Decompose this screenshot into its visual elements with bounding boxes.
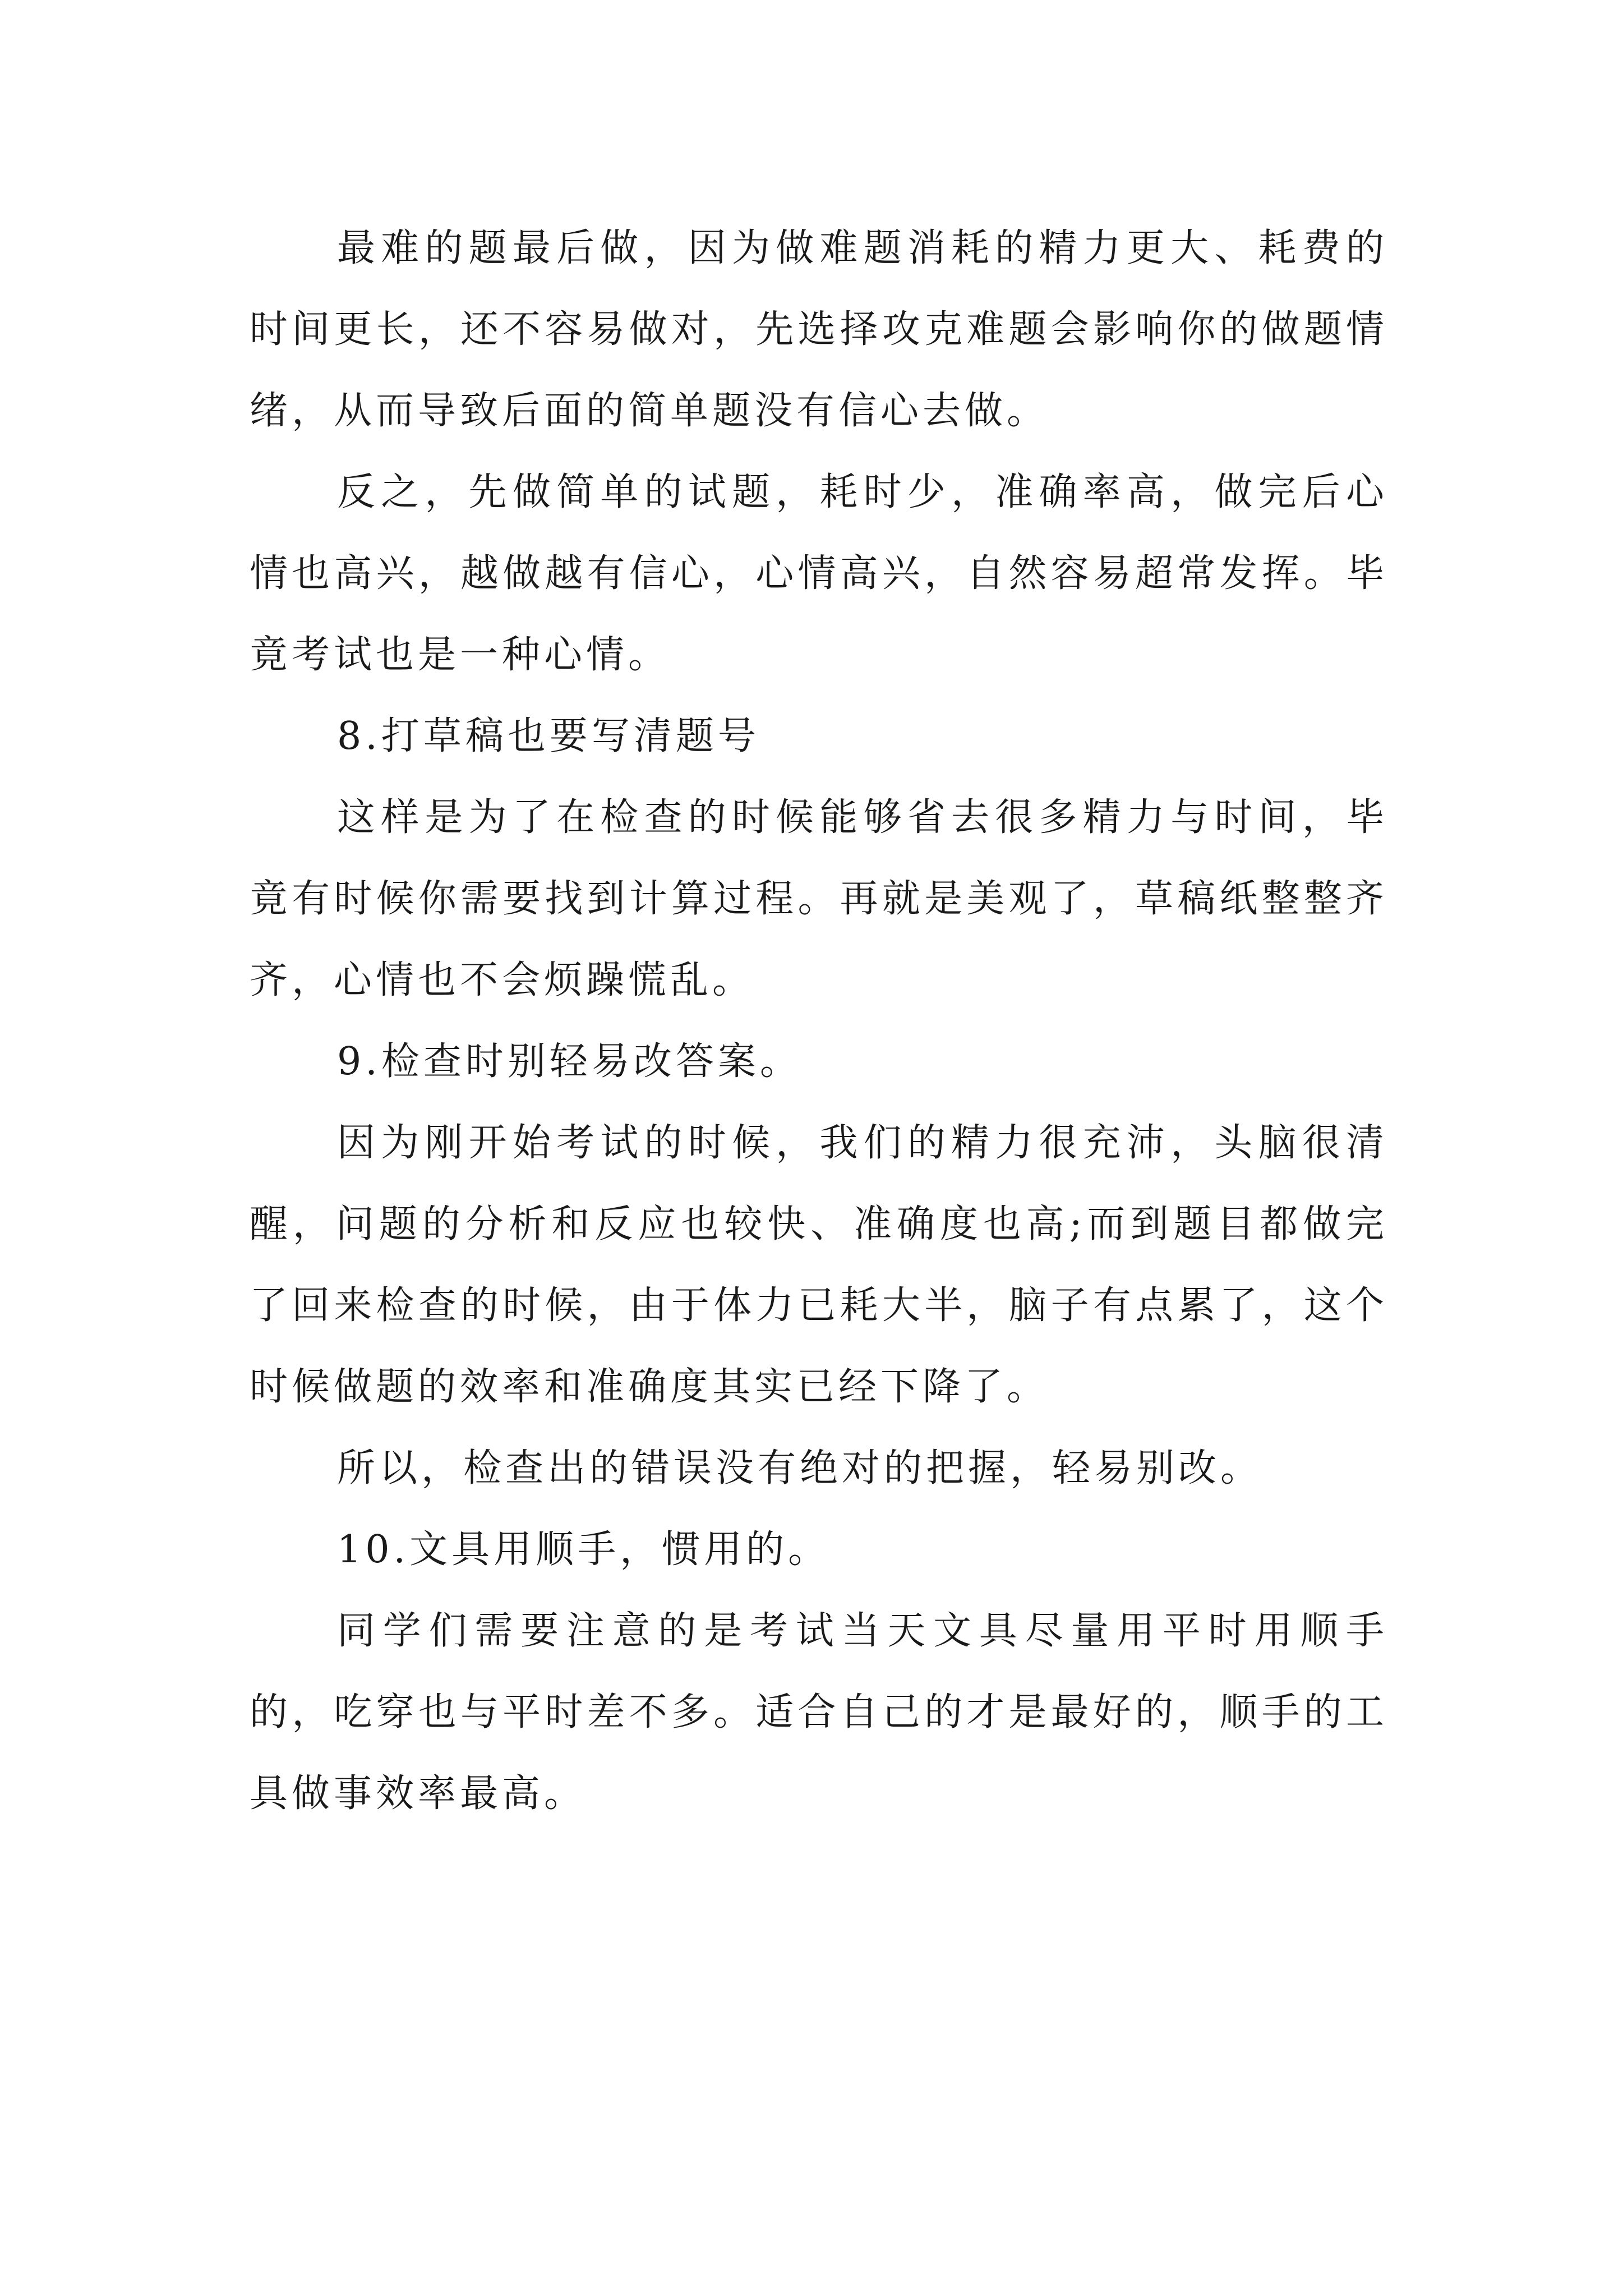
document-body xyxy=(250,208,1388,1834)
heading-item-10: 10.文具用顺手，惯用的。 xyxy=(337,1527,831,1572)
paragraph-draft-numbering: 这样是为了在检查的时候能够省去很多精力与时间，毕竟有时候你需要找到计算过程。再就是美观了，草稿纸整整齐齐，心情也不会烦躁慌乱。 xyxy=(250,795,1388,1002)
heading-item-9: 9.检查时别轻易改答案。 xyxy=(337,1039,802,1084)
paragraph-check-answers: 因为刚开始考试的时候，我们的精力很充沛，头脑很清醒，问题的分析和反应也较快、准确度也高;而到题目都做完了回来检查的时候，由于体力已耗大半，脑子有点累了，这个时候做题的效率和准确度其实已经下降了。 xyxy=(250,1121,1388,1409)
paragraph-dont-change: 所以，检查出的错误没有绝对的把握，轻易别改。 xyxy=(337,1446,1263,1490)
paragraph-hardest-last: 最难的题最后做，因为做难题消耗的精力更大、耗费的时间更长，还不容易做对，先选择攻克难题会影响你的做题情绪，从而导致后面的简单题没有信心去做。 xyxy=(250,226,1388,433)
paragraph-easy-first: 反之，先做简单的试题，耗时少，准确率高，做完后心情也高兴，越做越有信心，心情高兴，自然容易超常发挥。毕竟考试也是一种心情。 xyxy=(250,470,1388,677)
heading-item-8: 8.打草稿也要写清题号 xyxy=(337,714,760,758)
paragraph-stationery: 同学们需要注意的是考试当天文具尽量用平时用顺手的，吃穿也与平时差不多。适合自己的才是最好的，顺手的工具做事效率最高。 xyxy=(250,1609,1388,1816)
